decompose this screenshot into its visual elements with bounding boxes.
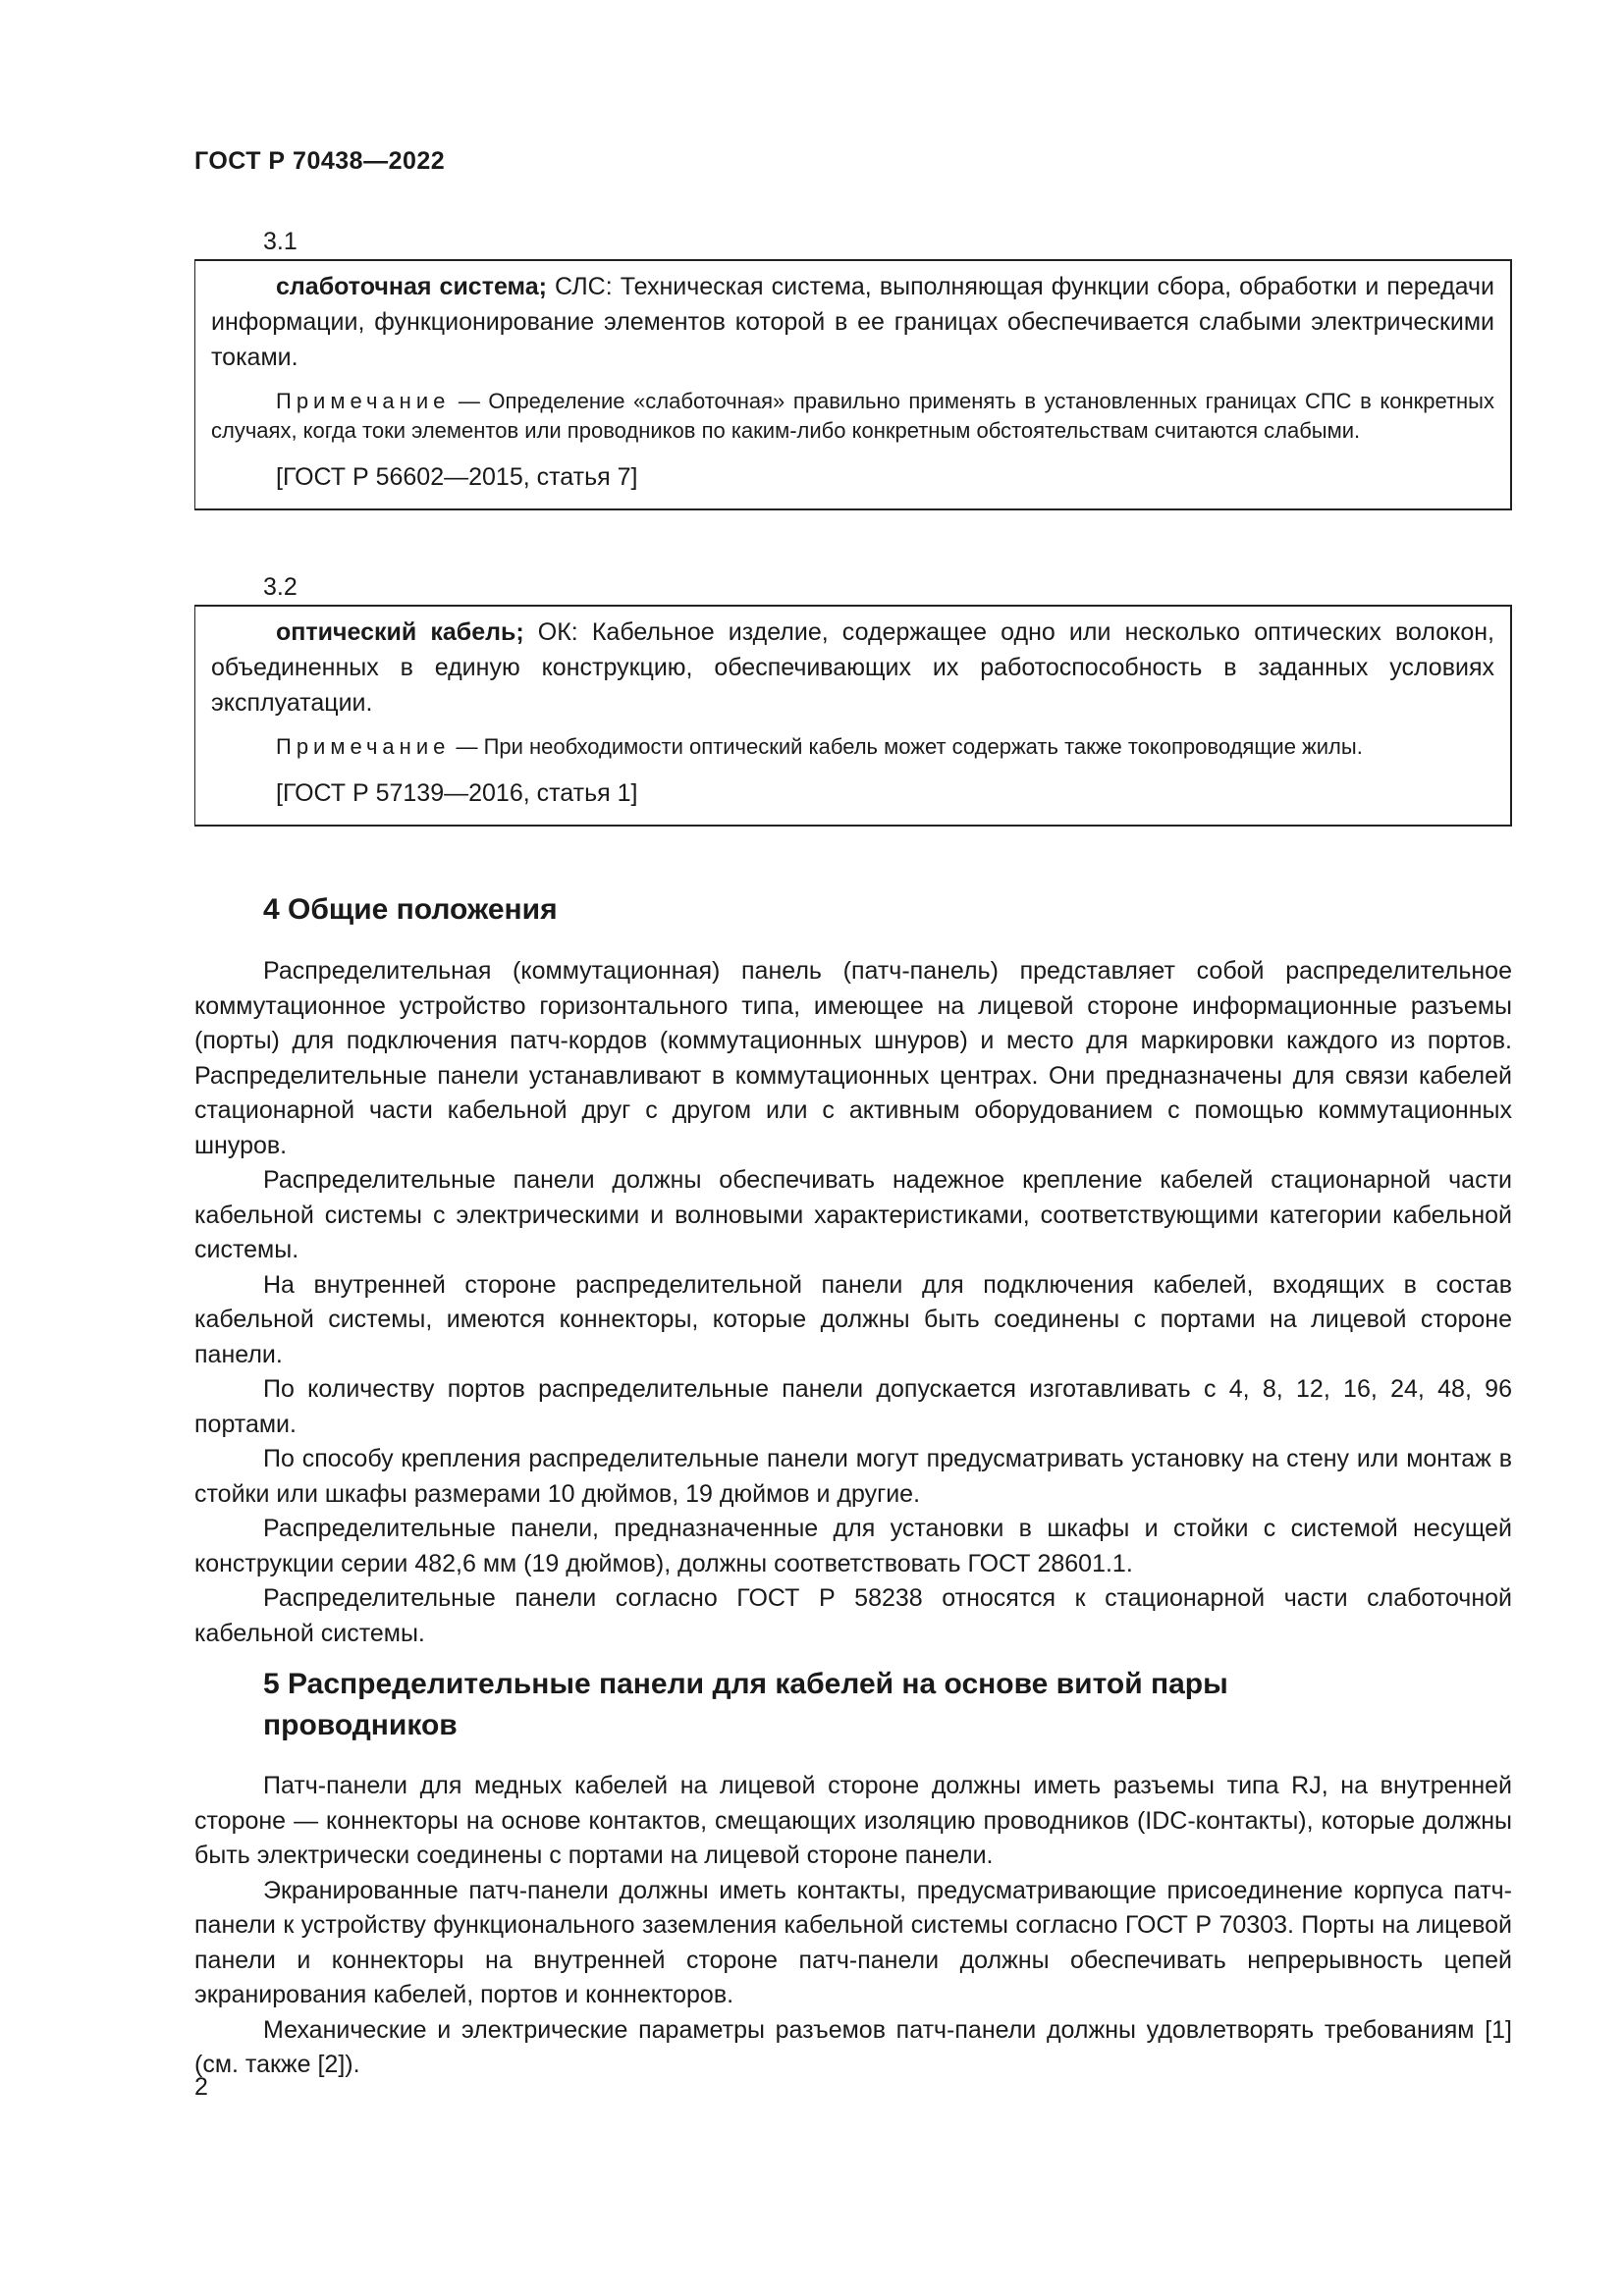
term-source: [ГОСТ Р 57139—2016, статья 1] [276,779,638,807]
term-box [194,259,1512,510]
paragraph: Распределительные панели согласно ГОСТ Р 58238 относятся к стационарной части слаботочной кабельной системы. [194,1584,1512,1647]
page-number: 2 [194,2073,208,2101]
term-note [211,732,1494,762]
paragraph: Механические и электрические параметры разъемов патч-панели должны удовлетворять требованиям [1] (см. также [2]). [194,2015,1512,2078]
paragraph: По способу крепления распределительные панели могут предусматривать установку на стену или монтаж в стойки или шкафы размерами 10 дюймов, 19 дюймов и другие. [194,1445,1512,1508]
paragraph: Патч-панели для медных кабелей на лицевой стороне должны иметь разъемы типа RJ, на внутренней стороне — коннекторы на основе контактов, смещающих изоляцию проводников (IDC-контакты), которые должны быть электрически соединены с портами на лицевой стороне панели. [194,1772,1512,1869]
term-name: оптический кабель; [276,618,524,646]
note-text: — Определение «слаботочная» правильно применять в установленных границах СПС в конкретных случаях, когда токи элементов или проводников по каким-либо конкретным обстоятельствам считаются слабыми. [211,389,1494,443]
paragraph: Распределительная (коммутационная) панель (патч-панель) представляет собой распределительное коммутационное устройство горизонтального типа, имеющее на лицевой стороне информационные разъемы (порты) для подключения патч-кордов (коммутационных шнуров) и место для маркировки каждого из портов. Распределительные панели устанавливают в коммутационных центрах. Они предназначены для связи кабелей стационарной части кабельной друг с другом или с активным оборудованием с помощью коммутационных шнуров. [194,957,1512,1159]
note-text: — При необходимости оптический кабель может содержать также токопроводящие жилы. [450,734,1363,759]
term-definition-text: ОК: Кабельное изделие, содержащее одно или несколько оптических волокон, объединенных в единую конструкцию, обеспечивающих их работоспособность в заданных условиях эксплуатации. [211,618,1494,717]
section-title: 5 Распределительные панели для кабелей на основе витой пары проводников [263,1668,1228,1741]
document-header: ГОСТ Р 70438—2022 [194,147,446,175]
note-label: Примечание [276,734,451,759]
term-note [211,387,1494,446]
paragraph: Распределительные панели должны обеспечивать надежное крепление кабелей стационарной части кабельной системы с электрическими и волновыми характеристиками, соответствующими категории кабельной системы. [194,1166,1512,1263]
paragraph: Распределительные панели, предназначенные для установки в шкафы и стойки с системой несущей конструкции серии 482,6 мм (19 дюймов), должны соответствовать ГОСТ 28601.1. [194,1515,1512,1577]
term-source: [ГОСТ Р 56602—2015, статья 7] [276,463,638,491]
section-title: 4 Общие положения [263,893,558,926]
term-definition-text: СЛС: Техническая система, выполняющая функции сбора, обработки и передачи информации, функционирование элементов которой в ее границах обеспечивается слабыми электрическими токами. [211,273,1494,371]
term-definition [211,614,1494,721]
paragraph: По количеству портов распределительные панели допускается изготавливать с 4, 8, 12, 16, 24, 48, 96 портами. [194,1375,1512,1438]
note-label: Примечание [276,389,451,413]
section-body [194,1769,1512,2083]
paragraph: Экранированные патч-панели должны иметь контакты, предусматривающие присоединение корпуса патч-панели к устройству функционального заземления кабельной системы согласно ГОСТ Р 70303. Порты на лицевой панели и коннекторы на внутренней стороне патч-панели должны обеспечивать непрерывность цепей экранирования кабелей, портов и коннекторов. [194,1876,1512,2008]
paragraph: На внутренней стороне распределительной панели для подключения кабелей, входящих в состав кабельной системы, имеются коннекторы, которые должны быть соединены с портами на лицевой стороне панели. [194,1270,1512,1368]
section-body [194,954,1512,1651]
term-number: 3.2 [263,573,298,601]
term-number: 3.1 [263,228,298,255]
term-box [194,605,1512,827]
term-name: слаботочная система; [276,273,547,300]
term-definition [211,269,1494,375]
